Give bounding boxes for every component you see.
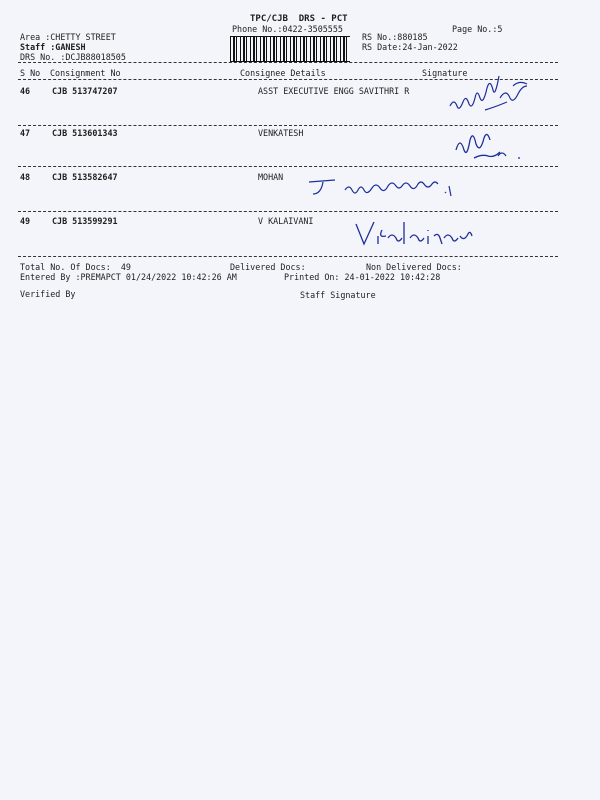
- barcode: [230, 36, 350, 62]
- page-number: Page No.:5: [452, 24, 503, 34]
- rs-date: RS Date:24-Jan-2022: [362, 42, 458, 52]
- row-consignee: ASST EXECUTIVE ENGG SAVITHRI R: [258, 86, 410, 96]
- row-consignment: CJB 513601343: [52, 128, 118, 138]
- col-signature: Signature: [422, 68, 468, 78]
- document-title: TPC/CJB DRS - PCT: [250, 14, 348, 24]
- signature-row-47: [452, 128, 532, 170]
- phone-number: Phone No.:0422-3505555: [232, 24, 343, 34]
- signature-row-46: [445, 68, 540, 122]
- row-sno: 46: [20, 86, 31, 96]
- verified-by: Verified By: [20, 289, 76, 299]
- delivered-docs: Delivered Docs:: [230, 262, 306, 272]
- col-consignment: Consignment No: [50, 68, 121, 78]
- footer-divider: [18, 256, 558, 257]
- signature-row-48: [305, 176, 480, 204]
- drs-number: DRS No. :DCJB88018505: [20, 52, 126, 62]
- row-divider: [18, 166, 558, 167]
- signature-row-49: [352, 218, 482, 254]
- staff-signature-label: Staff Signature: [300, 290, 376, 300]
- col-sno: S No: [20, 68, 41, 78]
- row-divider: [18, 211, 558, 212]
- row-sno: 47: [20, 128, 31, 138]
- row-consignee: V KALAIVANI: [258, 216, 314, 226]
- row-consignee: VENKATESH: [258, 128, 304, 138]
- row-divider: [18, 125, 558, 126]
- total-docs: Total No. Of Docs: 49: [20, 262, 131, 272]
- area-label: Area :CHETTY STREET: [20, 32, 116, 42]
- header-divider: [18, 62, 558, 63]
- entered-by: Entered By :PREMAPCT 01/24/2022 10:42:26 AM: [20, 272, 237, 282]
- row-sno: 48: [20, 172, 31, 182]
- row-consignment: CJB 513747207: [52, 86, 118, 96]
- non-delivered-docs: Non Delivered Docs:: [366, 262, 462, 272]
- row-sno: 49: [20, 216, 31, 226]
- row-consignment: CJB 513582647: [52, 172, 118, 182]
- col-consignee: Consignee Details: [240, 68, 326, 78]
- printed-on: Printed On: 24-01-2022 10:42:28: [284, 272, 441, 282]
- row-consignment: CJB 513599291: [52, 216, 118, 226]
- row-consignee: MOHAN: [258, 172, 284, 182]
- rs-number: RS No.:880185: [362, 32, 428, 42]
- staff-label: Staff :GANESH: [20, 42, 86, 52]
